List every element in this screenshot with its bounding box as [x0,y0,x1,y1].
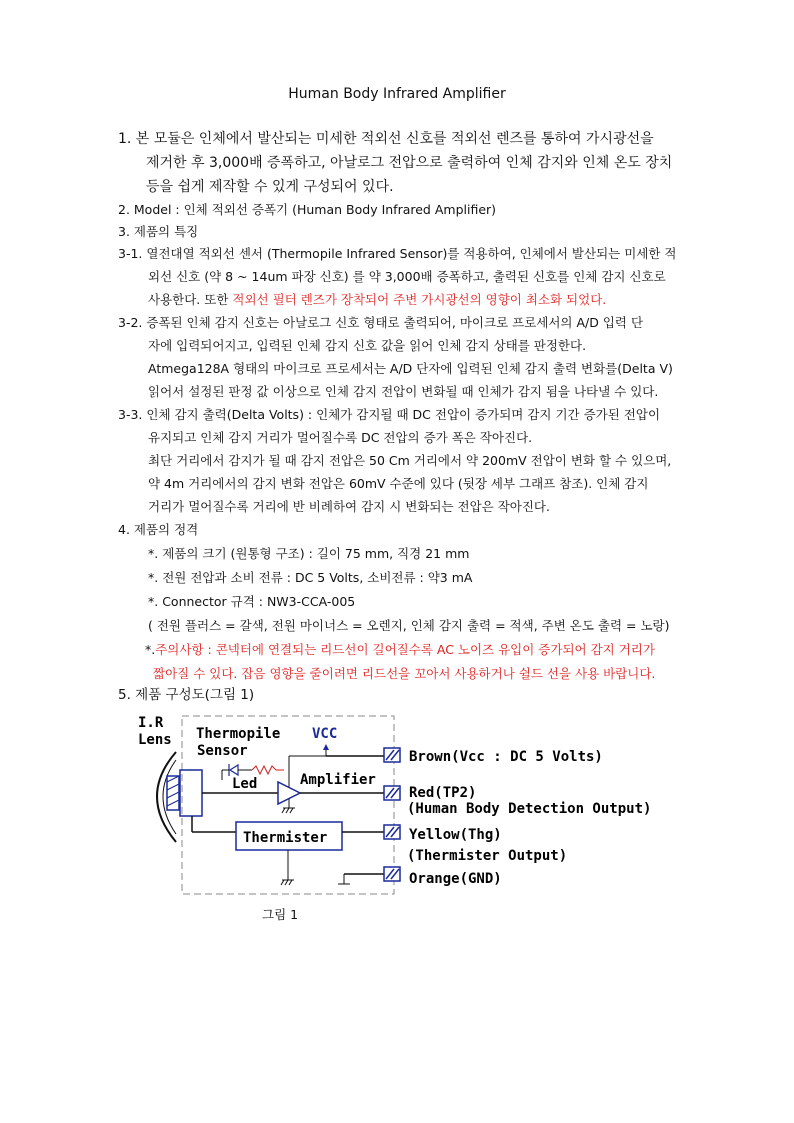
led-symbol [230,765,238,775]
s33-line-5: 거리가 멀어질수록 거리에 반 비례하여 감지 시 변화되는 전압은 작아진다. [148,499,550,514]
s33-line-2: 유지되고 인체 감지 거리가 멀어질수록 DC 전압의 증가 폭은 작아진다. [148,430,533,445]
s33-line-3: 최단 거리에서 감지가 될 때 감지 전압은 50 Cm 거리에서 약 200mV 전압이 변화 할 수 있으며, [148,453,672,468]
s5-heading: 5. 제품 구성도(그림 1) [118,687,255,703]
label-red-sub: (Human Body Detection Output) [407,801,652,817]
connector-brown [384,748,400,762]
s4-heading: 4. 제품의 정격 [118,522,199,537]
vcc-arrow [323,744,329,750]
s32-line-4: 읽어서 설정된 판정 값 이상으로 인체 감지 전압이 변화될 때 인체가 감지 됨을 나타낼 수 있다. [148,384,659,399]
label-ir: I.R [138,715,164,731]
label-vcc: VCC [312,726,338,742]
label-orange: Orange(GND) [409,871,502,887]
s32-line-3: Atmega128A 형태의 마이크로 프로세서는 A/D 단자에 입력된 인체 감지 출력 변화를(Delta V) [148,361,673,376]
s31-highlight: 적외선 필터 렌즈가 장착되어 주변 가시광선의 영향이 최소화 되었다. [232,292,607,307]
s31-line-2: 외선 신호 (약 8 ~ 14um 파장 신호) 를 약 3,000배 증폭하고, 출력된 신호를 인체 감지 신호로 [148,269,666,284]
s33-line-4: 약 4m 거리에서의 감지 변화 전압은 60mV 수준에 있다 (뒷장 세부 그래프 참조). 인체 감지 [148,476,649,491]
label-yellow: Yellow(Thg) [409,827,502,843]
s33-line-1: 3-3. 인체 감지 출력(Delta Volts) : 인체가 감지될 때 DC 전압이 증가되며 감지 기간 증가된 전압이 [118,407,661,422]
label-lens: Lens [138,732,172,748]
s3-heading: 3. 제품의 특징 [118,224,199,239]
label-led: Led [232,776,258,792]
figure-caption: 그림 1 [262,907,299,922]
document-title: Human Body Infrared Amplifier [288,86,506,102]
s31-line-1: 3-1. 열전대열 적외선 센서 (Thermopile Infrared Sensor)를 적용하여, 인체에서 발산되는 미세한 적 [118,246,677,261]
thermopile-housing [180,770,202,816]
connector-red [384,786,400,800]
s32-line-2: 자에 입력되어지고, 입력된 인체 감지 신호 값을 읽어 인체 감지 상태를 판정한다. [148,338,587,353]
s1-line-3: 등을 쉽게 제작할 수 있게 구성되어 있다. [146,179,394,195]
label-yellow-sub: (Thermister Output) [407,848,568,864]
connector-orange [384,867,400,881]
spec-size: *. 제품의 크기 (원통형 구조) : 길이 75 mm, 직경 21 mm [148,546,470,561]
s31-line-3-text: 사용한다. 또한 [148,292,233,307]
resistor-symbol [252,766,284,774]
s2-model: 2. Model : 인체 적외선 증폭기 (Human Body Infrared Amplifier) [118,202,497,217]
spec-wire-colors: ( 전원 플러스 = 갈색, 전원 마이너스 = 오렌지, 인체 감지 출력 = 적색, 주변 온도 출력 = 노랑) [148,618,670,633]
warning-line-2: 짧아질 수 있다. 잡음 영향을 줄이려면 리드선을 꼬아서 사용하거나 쉴드 선을 사용 바랍니다. [153,666,656,681]
warning-star: *. [145,642,156,657]
label-thermopile: Thermopile [196,726,281,742]
label-amplifier: Amplifier [300,772,376,788]
warning-text-1: 주의사항 : 콘넥터에 연결되는 리드선이 길어질수록 AC 노이즈 유입이 증가되어 감지 거리가 [155,642,655,657]
s1-line-2: 제거한 후 3,000배 증폭하고, 아날로그 전압으로 출력하여 인체 감지와 인체 온도 장치 [146,155,673,171]
spec-power: *. 전원 전압과 소비 전류 : DC 5 Volts, 소비전류 : 약3 mA [148,570,473,585]
s1-line-1: 1. 본 모듈은 인체에서 발산되는 미세한 적외선 신호를 적외선 렌즈를 통하여 가시광선을 [118,131,654,147]
label-sensor: Sensor [197,743,248,759]
s32-line-1: 3-2. 증폭된 인체 감지 신호는 아날로그 신호 형태로 출력되어, 마이크로 프로세서의 A/D 입력 단 [118,315,644,330]
label-red: Red(TP2) [409,785,477,801]
label-thermister: Thermister [243,830,328,846]
label-brown: Brown(Vcc : DC 5 Volts) [409,749,603,765]
connector-yellow [384,825,400,839]
spec-connector: *. Connector 규격 : NW3-CCA-005 [148,594,356,609]
